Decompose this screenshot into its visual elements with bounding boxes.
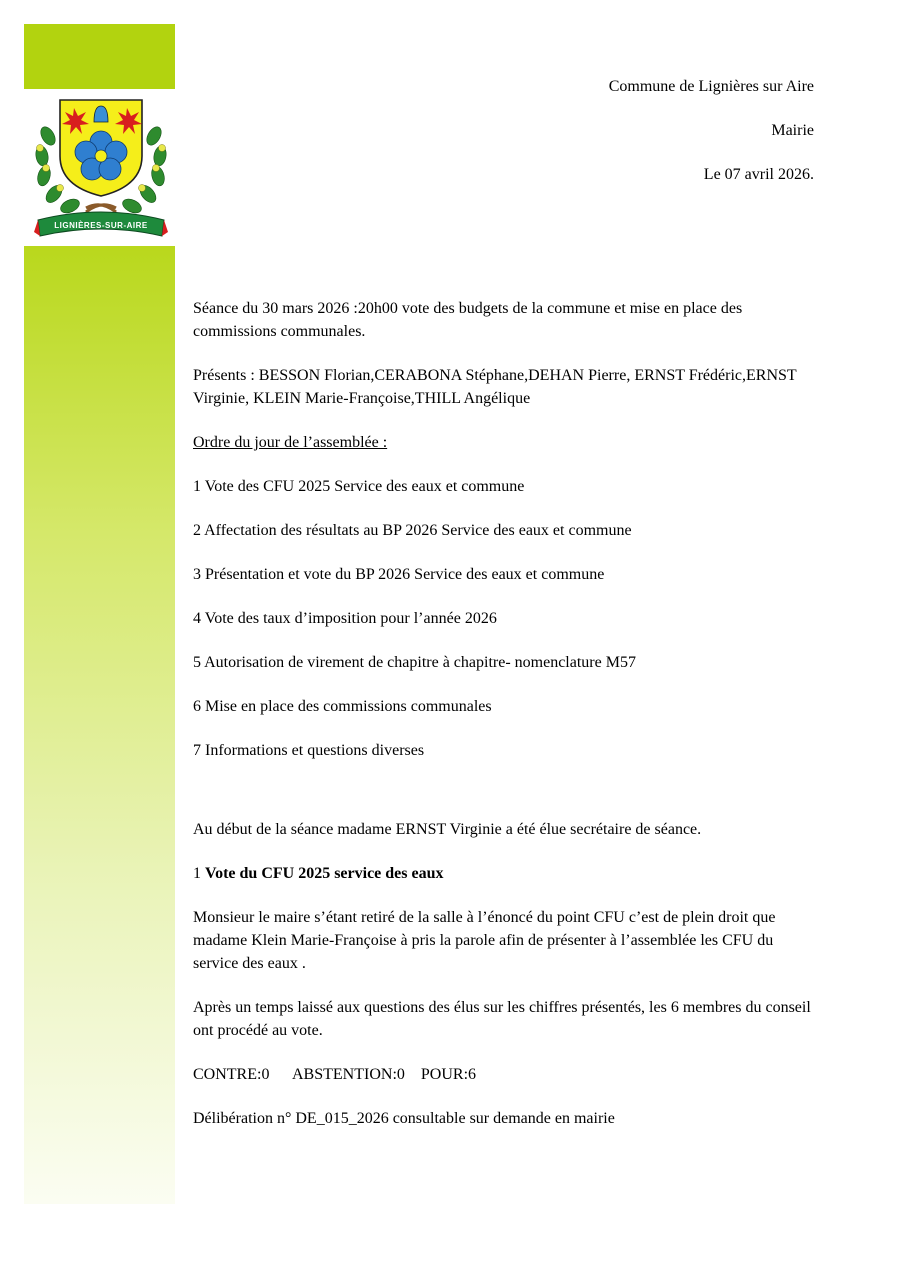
vote-contre: CONTRE:0 (193, 1066, 270, 1083)
vote-abstention: ABSTENTION:0 (292, 1066, 405, 1083)
seance-title: Séance du 30 mars 2026 :20h00 vote des budgets de la commune et mise en place des commissions communales. (193, 300, 743, 340)
vote-pour: POUR:6 (420, 1066, 477, 1083)
commune-name: Commune de Lignières sur Aire (608, 78, 814, 95)
section-1-number: 1 (193, 865, 205, 882)
agenda-item: 5 Autorisation de virement de chapitre à chapitre- nomenclature M57 (193, 654, 636, 671)
letter-header (609, 76, 814, 208)
deliberation-reference: Délibération n° DE_015_2026 consultable sur demande en mairie (193, 1110, 615, 1127)
document-body (193, 297, 818, 1151)
agenda-heading: Ordre du jour de l’assemblée : (193, 434, 388, 451)
section-1-paragraph-2: Après un temps laissé aux questions des élus sur les chiffres présentés, les 6 membres du conseil ont procédé au vote. (193, 999, 811, 1039)
presents-list: Présents : BESSON Florian,CERABONA Stéphane,DEHAN Pierre, ERNST Frédéric,ERNST Virginie, KLEIN Marie-Françoise,THILL Angélique (193, 367, 797, 407)
decorative-top-band (24, 24, 175, 89)
decorative-side-band (24, 246, 175, 1204)
mairie-label: Mairie (771, 122, 814, 139)
secretary-intro: Au début de la séance madame ERNST Virginie a été élue secrétaire de séance. (193, 821, 702, 838)
agenda-item: 1 Vote des CFU 2025 Service des eaux et commune (193, 478, 525, 495)
letter-date: Le 07 avril 2026. (703, 166, 814, 183)
section-1-heading (193, 862, 818, 885)
agenda-item: 4 Vote des taux d’imposition pour l’année 2026 (193, 610, 497, 627)
agenda-item: 7 Informations et questions diverses (193, 742, 425, 759)
section-1-paragraph-1: Monsieur le maire s’étant retiré de la salle à l’énoncé du point CFU c’est de plein droit que madame Klein Marie-Françoise à pris la parole afin de présenter à l’assemblée les CFU du service des eaux . (193, 909, 776, 972)
agenda-item: 2 Affectation des résultats au BP 2026 Service des eaux et commune (193, 522, 632, 539)
crest-ribbon-text: LIGNIÈRES-SUR-AIRE (54, 221, 148, 230)
agenda-item: 6 Mise en place des commissions communales (193, 698, 492, 715)
agenda-item: 3 Présentation et vote du BP 2026 Service des eaux et commune (193, 566, 605, 583)
section-1-title: Vote du CFU 2025 service des eaux (205, 865, 444, 882)
coat-of-arms-logo (34, 96, 168, 240)
vote-results (193, 1063, 818, 1086)
